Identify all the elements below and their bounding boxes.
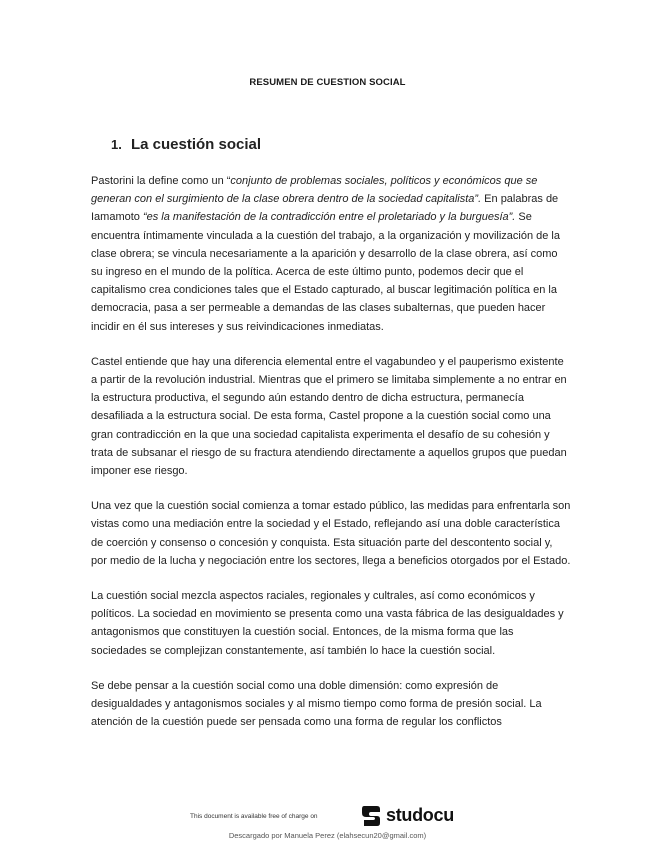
studocu-logo-text: studocu xyxy=(386,805,454,825)
quoted-definition: conjunto de problemas sociales, políticos y económicos que se generan con el surgimiento de la clase obrera dentro de la sociedad capitalista”. xyxy=(91,175,538,206)
body-paragraph xyxy=(91,677,571,732)
body-paragraph xyxy=(91,353,571,480)
section-number: 1. xyxy=(111,137,122,152)
paragraph-text: Se encuentra íntimamente vinculada a la cuestión del trabajo, a la organización y movilización de la clase obrera; se vincula necesariamente a la aparición y desarrollo de la clase obrera, así como su ingreso en el mundo de la política. Acerca de este último punto, podemos decir que el capitalismo crea condiciones tales que el Estado capturado, al buscar legitimación política en la democracia, pasa a ser permeable a demandas de las clases subalternas, que pueden hacer incidir en él sus intereses y sus reivindicaciones inmediatas. xyxy=(91,211,560,333)
paragraph-text: Se debe pensar a la cuestión social como una doble dimensión: como expresión de desigualdades y antagonismos sociales y al mismo tiempo como forma de presión social. La atención de la cuestión puede ser pensada como una forma de regular los conflictos xyxy=(91,679,542,729)
section-heading xyxy=(111,136,261,153)
availability-note: This document is available free of charge on xyxy=(190,813,318,820)
paragraph-text: Pastorini la define como un “ xyxy=(91,175,231,187)
body-paragraph xyxy=(91,172,571,336)
section-title: La cuestión social xyxy=(131,136,262,153)
body-paragraph xyxy=(91,587,571,660)
paragraph-text: Una vez que la cuestión social comienza a tomar estado público, las medidas para enfrentarla son vistas como una mediación entre la sociedad y el Estado, reflejando así una doble característica de coerción y consenso o concesión y conquista. Esta situación parte del descontento social y, por medio de la lucha y negociación entre los sectores, llega a beneficios otorgados por el Estado. xyxy=(91,500,571,567)
document-body xyxy=(91,172,571,748)
download-info: Descargado por Manuela Perez (elahsecun20@gmail.com) xyxy=(228,831,427,840)
studocu-logo-icon xyxy=(360,804,382,828)
footer xyxy=(0,803,655,829)
paragraph-text: La cuestión social mezcla aspectos raciales, regionales y cultrales, así como económicos y políticos. La sociedad en movimiento se presenta como una vasta fábrica de las desigualdades y antagonismos que constituyen la cuestión social. Entonces, de la misma forma que las sociedades se complejizan constantemente, así también lo hace la cuestión social. xyxy=(91,590,564,657)
quoted-definition: “es la manifestación de la contradicción entre el proletariado y la burguesía”. xyxy=(142,211,516,224)
body-paragraph xyxy=(91,497,571,570)
paragraph-text: En palabras de Iamamoto xyxy=(91,193,559,224)
document-title: RESUMEN DE CUESTION SOCIAL xyxy=(249,77,406,88)
paragraph-text: Castel entiende que hay una diferencia elemental entre el vagabundeo y el pauperismo existente a partir de la revolución industrial. Mientras que el primero se limitaba simplemente a no entrar en la estructura productiva, el segundo aún estando dentro de dicha estructura, permanecía desafiliada a la estructura social. De esta forma, Castel propone a la cuestión social como una gran contradicción en la que una sociedad capitalista experimenta el desafío de su cohesión y trata de subsanar el riesgo de su fractura atendiendo directamente a aquellos grupos que puedan imponer ese riesgo. xyxy=(91,355,567,478)
